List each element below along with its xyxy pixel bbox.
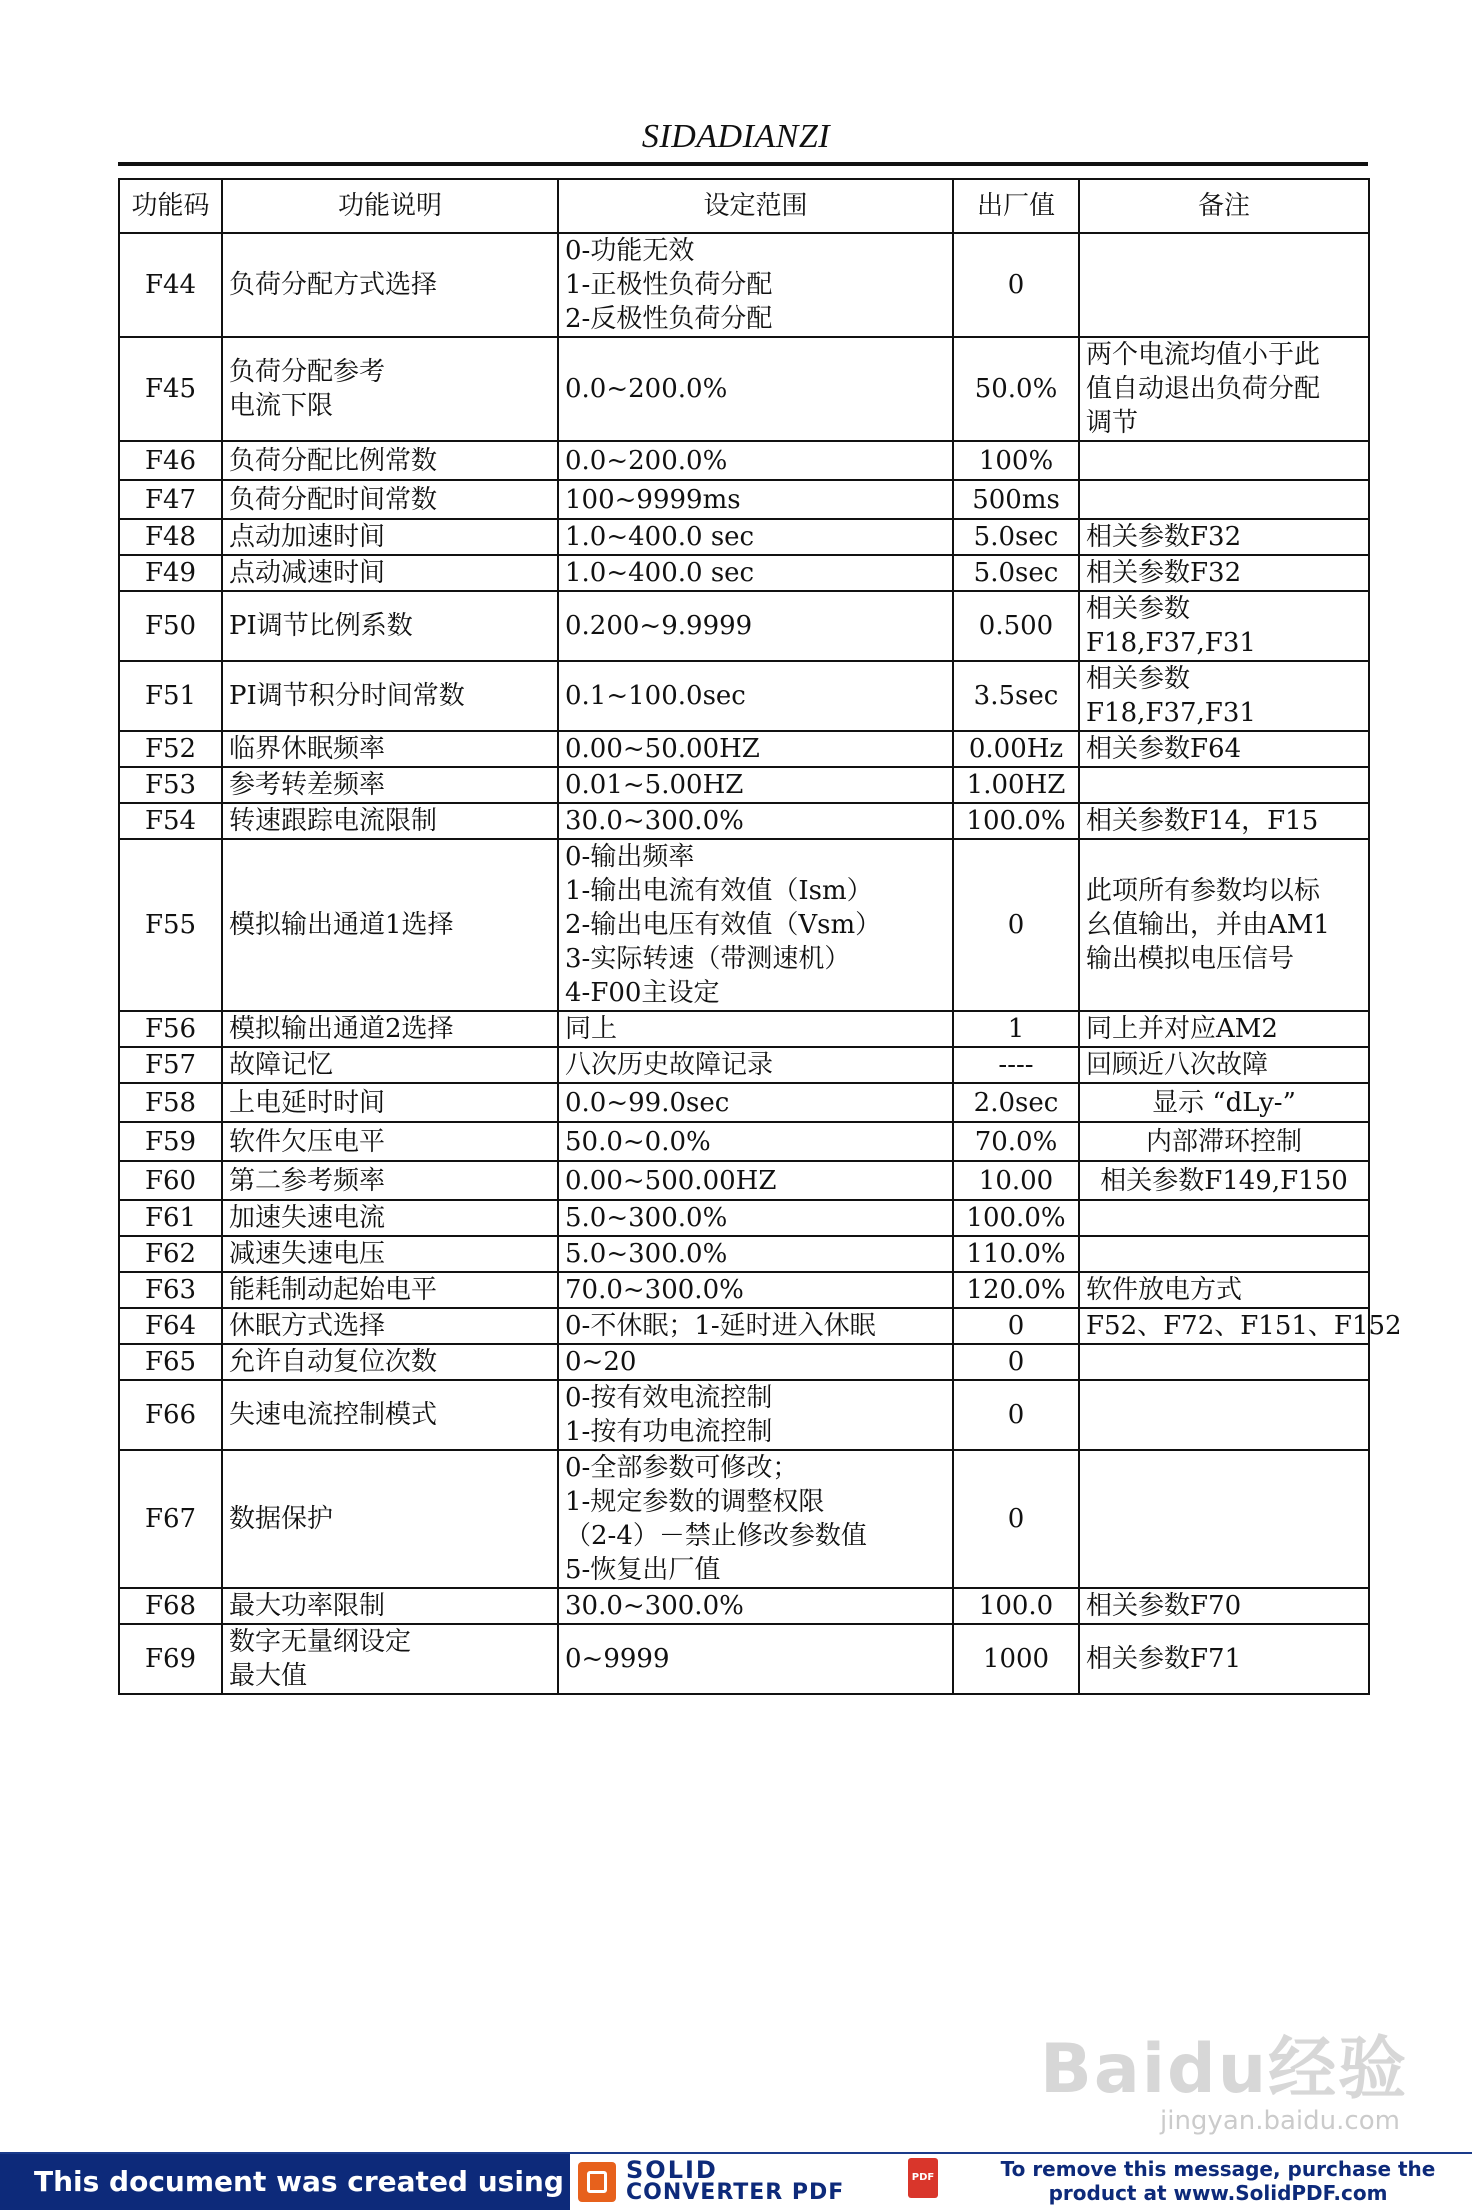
cell-default: 100.0% (953, 803, 1079, 839)
table-row (119, 767, 1369, 803)
cell-code: F50 (119, 591, 222, 661)
range-line: 70.0~300.0% (565, 1275, 744, 1305)
cell-note (1079, 731, 1369, 767)
cell-desc (222, 839, 558, 1011)
cell-desc (222, 803, 558, 839)
table-row (119, 1344, 1369, 1380)
cell-range (558, 803, 953, 839)
table-row (119, 1083, 1369, 1122)
range-line: 100~9999ms (565, 484, 741, 515)
cell-default: 2.0sec (953, 1083, 1079, 1122)
desc-line: 减速失速电压 (229, 1239, 386, 1269)
table-row (119, 1380, 1369, 1450)
range-line: 1-按有功电流控制 (565, 1417, 773, 1447)
note-line: 输出模拟电压信号 (1086, 944, 1295, 974)
note-line: 内部滞环控制 (1145, 1126, 1302, 1157)
table-row (119, 731, 1369, 767)
cell-code: F69 (119, 1624, 222, 1694)
cell-code: F44 (119, 233, 222, 337)
desc-line: 点动减速时间 (229, 558, 386, 588)
logo-line2: CONVERTER PDF (626, 2180, 845, 2205)
note-line: 值自动退出负荷分配 (1086, 374, 1321, 404)
cell-note (1079, 1200, 1369, 1236)
cell-default: 1 (953, 1011, 1079, 1047)
cell-desc (222, 1450, 558, 1588)
cell-note (1079, 1624, 1369, 1694)
table-row (119, 1450, 1369, 1588)
cell-desc (222, 441, 558, 480)
col-header-default: 出厂值 (953, 179, 1079, 233)
range-line: 0.0~200.0% (565, 374, 728, 404)
range-line: 八次历史故障记录 (565, 1050, 774, 1080)
cell-range (558, 1272, 953, 1308)
cell-note (1079, 1161, 1369, 1200)
cell-range (558, 661, 953, 731)
cell-range (558, 1083, 953, 1122)
table-row (119, 1308, 1369, 1344)
desc-line: 第二参考频率 (229, 1165, 386, 1196)
cell-desc (222, 233, 558, 337)
cell-range (558, 767, 953, 803)
cell-range (558, 1161, 953, 1200)
note-line: 相关参数 (1086, 664, 1191, 694)
desc-line: 失速电流控制模式 (229, 1400, 438, 1430)
cell-note (1079, 591, 1369, 661)
cell-note (1079, 1588, 1369, 1624)
range-line: 0~20 (565, 1347, 637, 1377)
cell-desc (222, 1122, 558, 1161)
cell-code: F53 (119, 767, 222, 803)
cell-note (1079, 1236, 1369, 1272)
cell-code: F66 (119, 1380, 222, 1450)
cell-range (558, 1236, 953, 1272)
range-line: 0.01~5.00HZ (565, 770, 744, 800)
col-header-range: 设定范围 (558, 179, 953, 233)
cell-desc (222, 337, 558, 441)
note-line: 相关参数F32 (1086, 558, 1242, 588)
desc-line: 能耗制动起始电平 (229, 1275, 438, 1305)
desc-line: 故障记忆 (229, 1050, 334, 1080)
desc-line: 允许自动复位次数 (229, 1347, 438, 1377)
desc-line: 最大功率限制 (229, 1591, 386, 1621)
table-row (119, 803, 1369, 839)
range-line: 1.0~400.0 sec (565, 522, 755, 552)
cell-code: F68 (119, 1588, 222, 1624)
cell-code: F61 (119, 1200, 222, 1236)
table-row (119, 591, 1369, 661)
cell-code: F57 (119, 1047, 222, 1083)
banner-right-line1: To remove this message, purchase the (1000, 2157, 1436, 2181)
table-row (119, 1161, 1369, 1200)
range-line: 同上 (565, 1014, 618, 1044)
cell-note (1079, 839, 1369, 1011)
range-line: 5.0~300.0% (565, 1203, 728, 1233)
logo-line1: SOLID (626, 2156, 718, 2184)
cell-default: 3.5sec (953, 661, 1079, 731)
table-row (119, 555, 1369, 591)
range-line: 0.0~99.0sec (565, 1087, 730, 1118)
cell-default: 110.0% (953, 1236, 1079, 1272)
desc-line: 最大值 (229, 1661, 308, 1691)
cell-code: F62 (119, 1236, 222, 1272)
desc-line: 数字无量纲设定 (229, 1627, 412, 1657)
cell-code: F60 (119, 1161, 222, 1200)
cell-default: 70.0% (953, 1122, 1079, 1161)
table-row (119, 1047, 1369, 1083)
cell-default: 100% (953, 441, 1079, 480)
cell-note (1079, 1344, 1369, 1380)
pdf-file-icon: PDF (908, 2158, 938, 2198)
cell-note (1079, 1380, 1369, 1450)
table-row (119, 661, 1369, 731)
cell-range (558, 1380, 953, 1450)
cell-default: 1000 (953, 1624, 1079, 1694)
cell-range (558, 1200, 953, 1236)
note-line: F52、F72、F151、F152 (1086, 1311, 1402, 1341)
col-header-code: 功能码 (119, 179, 222, 233)
range-line: 0.00~50.00HZ (565, 734, 760, 764)
table-row (119, 441, 1369, 480)
cell-desc (222, 1200, 558, 1236)
cell-note (1079, 480, 1369, 519)
note-line: 相关参数F32 (1086, 522, 1242, 552)
banner-left-text: This document was created using (0, 2154, 570, 2210)
range-line: 1-规定参数的调整权限 (565, 1487, 825, 1517)
range-line: 0-输出频率 (565, 842, 695, 872)
banner-right-line2: product at www.SolidPDF.com (1048, 2181, 1388, 2205)
range-line: 1-正极性负荷分配 (565, 270, 773, 300)
cell-code: F52 (119, 731, 222, 767)
header-rule (118, 162, 1368, 166)
document-header-title: SIDADIANZI (641, 118, 831, 155)
cell-code: F49 (119, 555, 222, 591)
table-header-row (119, 179, 1369, 233)
solid-converter-logo[interactable] (578, 2158, 958, 2206)
range-line: 1-输出电流有效值（Ism） (565, 876, 873, 906)
parameter-table (118, 178, 1402, 1695)
table-row (119, 1272, 1369, 1308)
cell-desc (222, 661, 558, 731)
logo-mark-icon (578, 2162, 616, 2202)
cell-default: 500ms (953, 480, 1079, 519)
cell-code: F56 (119, 1011, 222, 1047)
cell-desc (222, 555, 558, 591)
desc-line: 负荷分配时间常数 (229, 484, 438, 515)
cell-note (1079, 555, 1369, 591)
cell-default: 0 (953, 839, 1079, 1011)
note-line: 相关参数F149,F150 (1100, 1165, 1348, 1196)
range-line: 4-F00主设定 (565, 978, 720, 1008)
note-line: 显示 “dLy-” (1152, 1087, 1296, 1118)
cell-default: 10.00 (953, 1161, 1079, 1200)
cell-code: F54 (119, 803, 222, 839)
cell-default: 0.500 (953, 591, 1079, 661)
table-row (119, 1624, 1369, 1694)
table-row (119, 1236, 1369, 1272)
note-line: F18,F37,F31 (1086, 628, 1256, 658)
table-row (119, 519, 1369, 555)
cell-code: F67 (119, 1450, 222, 1588)
cell-range (558, 337, 953, 441)
cell-note (1079, 1450, 1369, 1588)
cell-desc (222, 1161, 558, 1200)
range-line: （2-4）－禁止修改参数值 (565, 1521, 867, 1551)
desc-line: 负荷分配参考 (229, 357, 386, 387)
desc-line: 数据保护 (229, 1504, 334, 1534)
cell-default: 0 (953, 1450, 1079, 1588)
cell-desc (222, 591, 558, 661)
cell-range (558, 1122, 953, 1161)
cell-code: F59 (119, 1122, 222, 1161)
note-line: F18,F37,F31 (1086, 698, 1256, 728)
note-line: 相关参数F70 (1086, 1591, 1242, 1621)
cell-range (558, 1588, 953, 1624)
cell-note (1079, 661, 1369, 731)
cell-range (558, 1011, 953, 1047)
col-header-desc: 功能说明 (222, 179, 558, 233)
cell-note (1079, 1308, 1402, 1344)
cell-code: F63 (119, 1272, 222, 1308)
cell-code: F65 (119, 1344, 222, 1380)
cell-default: ---- (953, 1047, 1079, 1083)
cell-note (1079, 1047, 1369, 1083)
cell-range (558, 555, 953, 591)
cell-default: 100.0% (953, 1200, 1079, 1236)
cell-code: F64 (119, 1308, 222, 1344)
cell-note (1079, 1083, 1369, 1122)
table-row (119, 1588, 1369, 1624)
desc-line: 参考转差频率 (229, 770, 386, 800)
range-line: 3-实际转速（带测速机） (565, 944, 851, 974)
watermark-url: jingyan.baidu.com (1160, 2106, 1400, 2136)
table-row (119, 480, 1369, 519)
desc-line: 点动加速时间 (229, 522, 386, 552)
cell-code: F55 (119, 839, 222, 1011)
note-line: 此项所有参数均以标 (1086, 876, 1321, 906)
cell-range (558, 233, 953, 337)
range-line: 30.0~300.0% (565, 1591, 744, 1621)
table-row (119, 839, 1369, 1011)
cell-code: F47 (119, 480, 222, 519)
cell-note (1079, 441, 1369, 480)
note-line: 相关参数F71 (1086, 1644, 1242, 1674)
cell-desc (222, 1308, 558, 1344)
range-line: 5.0~300.0% (565, 1239, 728, 1269)
cell-note (1079, 1122, 1369, 1161)
range-line: 2-输出电压有效值（Vsm） (565, 910, 882, 940)
desc-line: 加速失速电流 (229, 1203, 386, 1233)
range-line: 0.1~100.0sec (565, 681, 746, 711)
cell-default: 120.0% (953, 1272, 1079, 1308)
range-line: 0.0~200.0% (565, 445, 728, 476)
cell-default: 5.0sec (953, 555, 1079, 591)
cell-range (558, 1450, 953, 1588)
range-line: 0-功能无效 (565, 236, 695, 266)
watermark-brand: Baidu经验 (1040, 2030, 1409, 2109)
cell-default: 1.00HZ (953, 767, 1079, 803)
desc-line: 转速跟踪电流限制 (229, 806, 438, 836)
cell-desc (222, 1344, 558, 1380)
note-line: 软件放电方式 (1086, 1275, 1243, 1305)
desc-line: 休眠方式选择 (229, 1311, 386, 1341)
cell-range (558, 1344, 953, 1380)
range-line: 5-恢复出厂值 (565, 1555, 721, 1585)
cell-code: F46 (119, 441, 222, 480)
cell-range (558, 731, 953, 767)
cell-desc (222, 1272, 558, 1308)
range-line: 0~9999 (565, 1644, 670, 1674)
cell-default: 0 (953, 1380, 1079, 1450)
cell-desc (222, 480, 558, 519)
range-line: 50.0~0.0% (565, 1126, 711, 1157)
cell-default: 0 (953, 233, 1079, 337)
banner-purchase-message[interactable] (968, 2157, 1468, 2205)
cell-desc (222, 1083, 558, 1122)
cell-note (1079, 1272, 1369, 1308)
cell-range (558, 591, 953, 661)
desc-line: 上电延时时间 (229, 1087, 386, 1118)
col-header-note: 备注 (1079, 179, 1369, 233)
desc-line: 模拟输出通道1选择 (229, 910, 454, 940)
cell-desc (222, 731, 558, 767)
range-line: 2-反极性负荷分配 (565, 304, 773, 334)
cell-code: F45 (119, 337, 222, 441)
table-row (119, 1200, 1369, 1236)
desc-line: PI调节比例系数 (229, 611, 413, 641)
table-row (119, 233, 1369, 337)
cell-code: F58 (119, 1083, 222, 1122)
range-line: 0.00~500.00HZ (565, 1165, 777, 1196)
desc-line: PI调节积分时间常数 (229, 681, 465, 711)
cell-desc (222, 519, 558, 555)
converter-banner (0, 2152, 1472, 2210)
cell-desc (222, 1380, 558, 1450)
table-row (119, 337, 1369, 441)
cell-code: F51 (119, 661, 222, 731)
range-line: 0.200~9.9999 (565, 611, 753, 641)
desc-line: 模拟输出通道2选择 (229, 1014, 454, 1044)
note-line: 两个电流均值小于此 (1086, 340, 1321, 370)
note-line: 幺值输出，并由AM1 (1086, 910, 1330, 940)
cell-desc (222, 1624, 558, 1694)
cell-default: 5.0sec (953, 519, 1079, 555)
note-line: 调节 (1086, 408, 1139, 438)
desc-line: 软件欠压电平 (229, 1126, 386, 1157)
cell-range (558, 1308, 953, 1344)
cell-code: F48 (119, 519, 222, 555)
range-line: 0-不休眠；1-延时进入休眠 (565, 1311, 876, 1341)
range-line: 0-全部参数可修改； (565, 1453, 799, 1483)
cell-default: 50.0% (953, 337, 1079, 441)
cell-default: 0.00Hz (953, 731, 1079, 767)
table-row (119, 1122, 1369, 1161)
cell-desc (222, 767, 558, 803)
range-line: 0-按有效电流控制 (565, 1383, 773, 1413)
cell-range (558, 441, 953, 480)
note-line: 相关参数F14，F15 (1086, 806, 1319, 836)
desc-line: 负荷分配方式选择 (229, 270, 438, 300)
range-line: 1.0~400.0 sec (565, 558, 755, 588)
cell-note (1079, 803, 1369, 839)
cell-default: 100.0 (953, 1588, 1079, 1624)
cell-note (1079, 767, 1369, 803)
note-line: 相关参数F64 (1086, 734, 1242, 764)
cell-desc (222, 1047, 558, 1083)
cell-range (558, 1624, 953, 1694)
note-line: 同上并对应AM2 (1086, 1014, 1278, 1044)
note-line: 回顾近八次故障 (1086, 1050, 1269, 1080)
cell-note (1079, 1011, 1369, 1047)
desc-line: 临界休眠频率 (229, 734, 386, 764)
cell-desc (222, 1588, 558, 1624)
cell-desc (222, 1011, 558, 1047)
desc-line: 电流下限 (229, 391, 334, 421)
cell-desc (222, 1236, 558, 1272)
cell-range (558, 839, 953, 1011)
desc-line: 负荷分配比例常数 (229, 445, 438, 476)
table-body (119, 233, 1402, 1694)
cell-range (558, 1047, 953, 1083)
cell-default: 0 (953, 1344, 1079, 1380)
cell-note (1079, 519, 1369, 555)
cell-range (558, 480, 953, 519)
cell-note (1079, 337, 1369, 441)
cell-default: 0 (953, 1308, 1079, 1344)
cell-note (1079, 233, 1369, 337)
cell-range (558, 519, 953, 555)
table-row (119, 1011, 1369, 1047)
range-line: 30.0~300.0% (565, 806, 744, 836)
note-line: 相关参数 (1086, 594, 1191, 624)
